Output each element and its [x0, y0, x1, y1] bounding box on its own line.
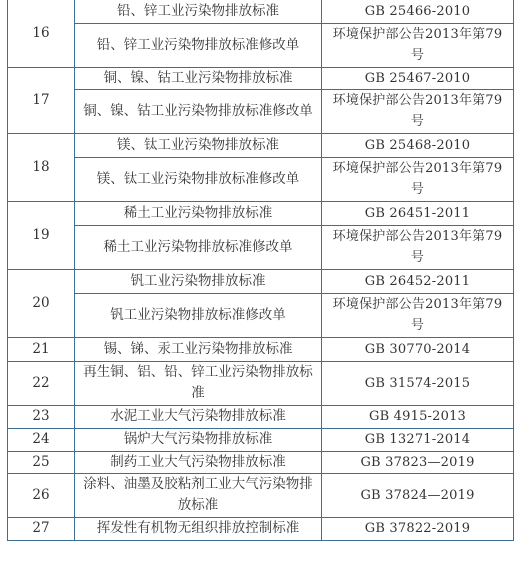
table-row: [8, 67, 514, 89]
row-number: 20: [8, 269, 75, 337]
row-number: 16: [8, 0, 75, 67]
standard-name: 钒工业污染物排放标准: [75, 269, 322, 293]
row-number: 23: [8, 405, 75, 428]
standard-code: GB 26451-2011: [322, 201, 514, 225]
row-number: 18: [8, 133, 75, 201]
standard-name: 稀土工业污染物排放标准修改单: [75, 225, 322, 269]
standard-code: GB 31574-2015: [322, 361, 514, 405]
table-row: [8, 473, 514, 517]
standard-code: GB 25467-2010: [322, 67, 514, 89]
table-row: [8, 225, 514, 269]
standard-code: GB 25466-2010: [322, 0, 514, 23]
standard-code: 环境保护部公告2013年第79号: [322, 225, 514, 269]
standard-code: GB 37822-2019: [322, 517, 514, 540]
table-row: [8, 157, 514, 201]
table-row: [8, 201, 514, 225]
table-row: [8, 405, 514, 428]
table-row: [8, 133, 514, 157]
standard-code: 环境保护部公告2013年第79号: [322, 157, 514, 201]
standard-name: 锅炉大气污染物排放标准: [75, 428, 322, 451]
standards-table: [7, 0, 514, 541]
standard-code: GB 4915-2013: [322, 405, 514, 428]
standard-name: 铜、镍、钴工业污染物排放标准修改单: [75, 89, 322, 133]
standard-name: 挥发性有机物无组织排放控制标准: [75, 517, 322, 540]
standard-name: 再生铜、铝、铅、锌工业污染物排放标准: [75, 361, 322, 405]
table-row: [8, 337, 514, 361]
standard-code: GB 13271-2014: [322, 428, 514, 451]
standard-name: 铅、锌工业污染物排放标准修改单: [75, 23, 322, 67]
row-number: 17: [8, 67, 75, 133]
table-row: [8, 293, 514, 337]
table-row: [8, 0, 514, 23]
table-row: [8, 23, 514, 67]
standard-name: 镁、钛工业污染物排放标准: [75, 133, 322, 157]
table-row: [8, 451, 514, 473]
row-number: 21: [8, 337, 75, 361]
table-row: [8, 428, 514, 451]
standard-name: 制药工业大气污染物排放标准: [75, 451, 322, 473]
standard-name: 钒工业污染物排放标准修改单: [75, 293, 322, 337]
table-row: [8, 517, 514, 540]
row-number: 22: [8, 361, 75, 405]
standard-name: 锡、锑、汞工业污染物排放标准: [75, 337, 322, 361]
standard-name: 水泥工业大气污染物排放标准: [75, 405, 322, 428]
row-number: 19: [8, 201, 75, 269]
row-number: 24: [8, 428, 75, 451]
row-number: 26: [8, 473, 75, 517]
standard-code: GB 37823—2019: [322, 451, 514, 473]
row-number: 27: [8, 517, 75, 540]
table-row: [8, 89, 514, 133]
table-row: [8, 269, 514, 293]
standard-name: 稀土工业污染物排放标准: [75, 201, 322, 225]
row-number: 25: [8, 451, 75, 473]
standard-name: 铜、镍、钴工业污染物排放标准: [75, 67, 322, 89]
standard-name: 涂料、油墨及胶粘剂工业大气污染物排放标准: [75, 473, 322, 517]
standards-table-container: [7, 0, 513, 541]
table-row: [8, 361, 514, 405]
standard-code: GB 25468-2010: [322, 133, 514, 157]
standard-code: 环境保护部公告2013年第79号: [322, 293, 514, 337]
standard-name: 铅、锌工业污染物排放标准: [75, 0, 322, 23]
standard-code: GB 30770-2014: [322, 337, 514, 361]
standard-code: 环境保护部公告2013年第79号: [322, 23, 514, 67]
standard-code: 环境保护部公告2013年第79号: [322, 89, 514, 133]
standard-name: 镁、钛工业污染物排放标准修改单: [75, 157, 322, 201]
standard-code: GB 37824—2019: [322, 473, 514, 517]
standard-code: GB 26452-2011: [322, 269, 514, 293]
